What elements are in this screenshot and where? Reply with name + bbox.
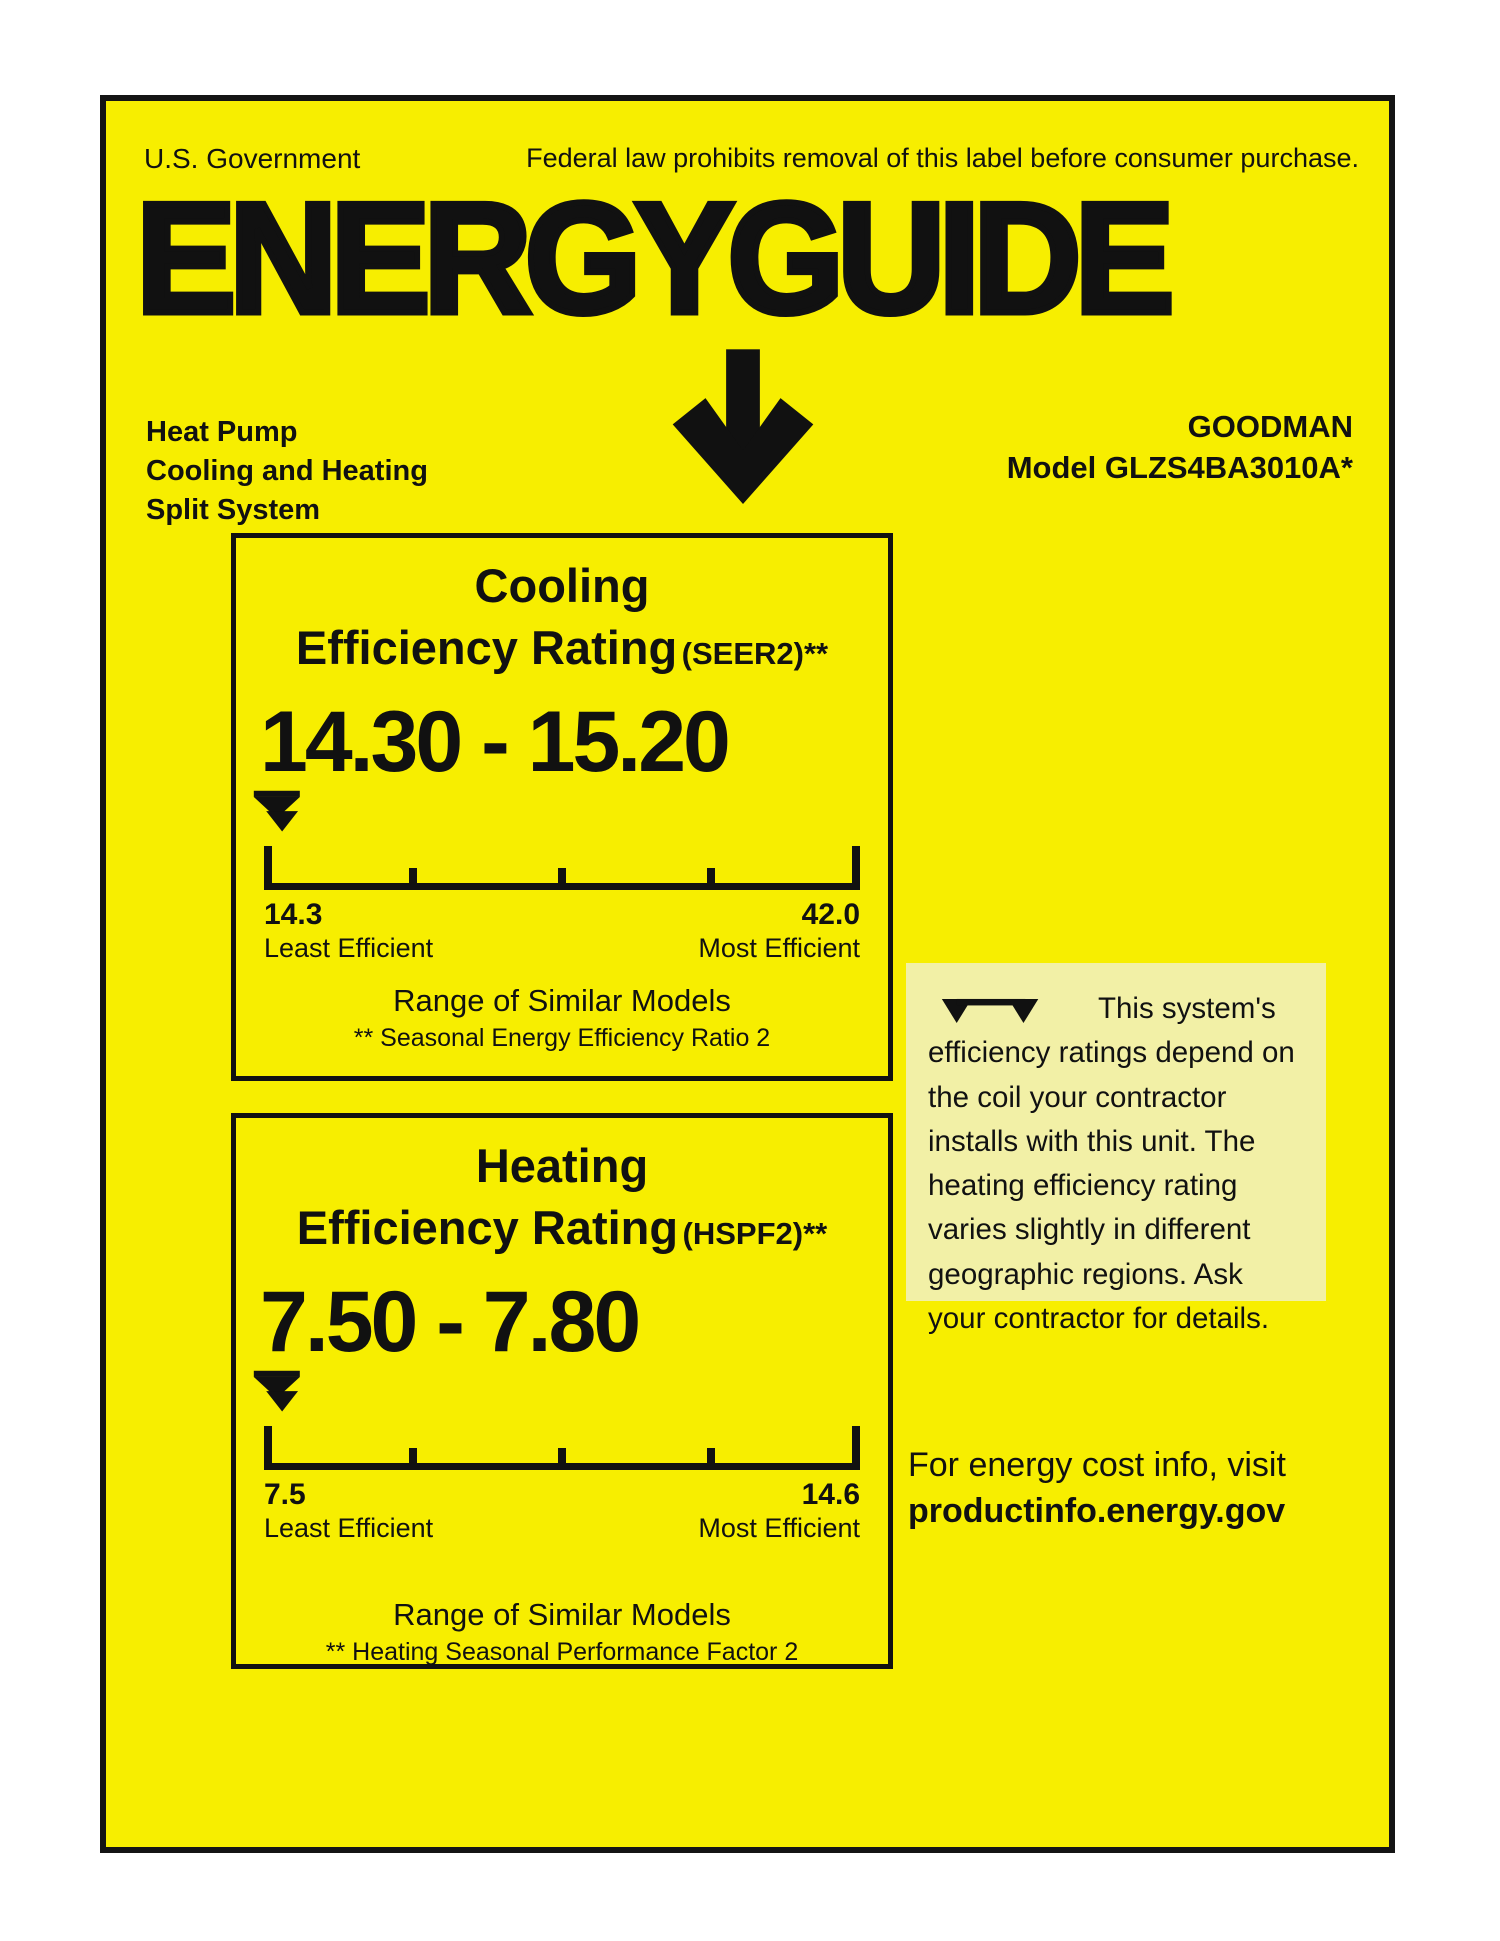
heating-rating-label: Efficiency Rating [296,1200,679,1254]
heating-scale-right [698,1478,860,1545]
product-type [146,413,428,530]
product-type-line: Cooling and Heating [146,455,428,488]
contractor-note-text: This system's efficiency ratings depend on the coil your contractor installs with this unit. The heating efficiency rating varies slightly in different geographic regions. Ask your contractor for details. [928,992,1295,1335]
range-marker-icon [252,789,888,840]
cooling-rating-standard: (SEER2)** [681,635,829,671]
cooling-scale-max-value: 42.0 [801,897,860,931]
product-type-line: Split System [146,494,321,527]
energy-cost-info-line: For energy cost info, visit [908,1446,1286,1484]
heating-scale-left [264,1478,433,1545]
cooling-rating-label: Efficiency Rating [295,620,678,674]
heating-scale-labels [264,1478,860,1545]
heating-rating-heading [236,1200,888,1255]
scale-tick-min [264,1426,272,1470]
cooling-rating-panel [231,533,893,1081]
heating-scale-max-value: 14.6 [801,1477,860,1511]
heating-scale-min-value: 7.5 [264,1477,306,1511]
scale-tick-max [852,1426,860,1470]
cooling-range-caption: Range of Similar Models [393,982,731,1018]
scale-tick [558,1448,566,1470]
range-marker-icon [252,1369,888,1420]
energy-guide-label [100,95,1395,1853]
scale-tick [707,868,715,890]
heating-panel-title: Heating [475,1139,649,1192]
cooling-scale-right [698,898,860,965]
cooling-range-value: 14.30 - 15.20 [260,693,728,790]
range-marker-legend-icon [940,995,1042,1027]
least-efficient-label: Least Efficient [264,1513,434,1544]
energy-cost-info [908,1443,1286,1535]
cooling-rating-heading [236,620,888,675]
cooling-scale-labels [264,898,860,965]
us-government-text: U.S. Government [144,143,361,174]
contractor-note [906,963,1326,1335]
cooling-scale-min-value: 14.3 [264,897,323,931]
scale-tick-max [852,846,860,890]
heating-range-value: 7.50 - 7.80 [260,1273,639,1370]
energyguide-logo: ENERGYGUIDE [136,169,1168,346]
cooling-efficiency-scale [264,846,860,890]
scale-tick [409,1448,417,1470]
federal-notice-text: Federal law prohibits removal of this label before consumer purchase. [526,143,1359,173]
scale-tick [707,1448,715,1470]
heating-range-caption: Range of Similar Models [393,1596,731,1632]
heating-rating-standard: (HSPF2)** [682,1215,828,1251]
scale-tick [558,868,566,890]
scale-tick [409,868,417,890]
heating-efficiency-scale [264,1426,860,1470]
heating-footnote: ** Heating Seasonal Performance Factor 2 [325,1637,799,1666]
scale-tick-min [264,846,272,890]
brand-block [1007,407,1353,489]
brand-name: GOODMAN [1187,409,1353,444]
energy-cost-url: productinfo.energy.gov [908,1491,1286,1530]
most-efficient-label: Most Efficient [698,933,860,964]
heating-rating-panel [231,1113,893,1669]
down-arrow-icon [668,349,818,514]
product-type-line: Heat Pump [146,416,298,448]
cooling-footnote: ** Seasonal Energy Efficiency Ratio 2 [353,1023,771,1052]
least-efficient-label: Least Efficient [264,933,434,964]
cooling-panel-title: Cooling [474,559,650,612]
cooling-scale-left [264,898,433,965]
most-efficient-label: Most Efficient [698,1513,860,1544]
model-number: Model GLZS4BA3010A* [1006,449,1353,485]
